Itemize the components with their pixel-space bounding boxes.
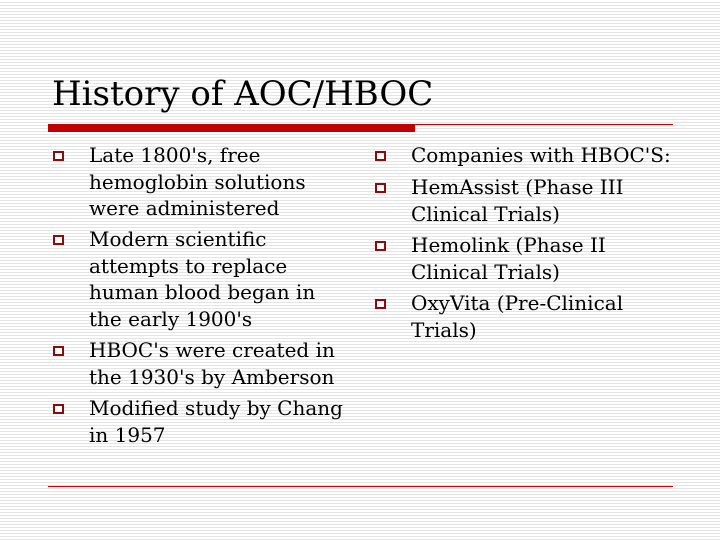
square-bullet-icon — [53, 235, 64, 245]
list-item-text: Late 1800's, free hemoglobin solutions were administered — [89, 143, 306, 220]
list-item — [89, 226, 351, 332]
list-item-text: Modified study by Chang in 1957 — [89, 396, 343, 447]
list-item-text: HemAssist (Phase III Clinical Trials) — [411, 175, 624, 226]
list-item-text: Hemolink (Phase II Clinical Trials) — [411, 233, 606, 284]
footer-rule — [48, 486, 673, 487]
slide-title: History of AOC/HBOC — [52, 74, 434, 114]
list-item — [89, 395, 351, 448]
square-bullet-icon — [53, 346, 64, 356]
list-item — [411, 232, 681, 285]
list-item — [411, 174, 681, 227]
title-underline-bar — [48, 124, 415, 132]
list-item — [411, 290, 681, 343]
square-bullet-icon — [375, 241, 386, 251]
list-item — [89, 337, 351, 390]
square-bullet-icon — [375, 299, 386, 309]
square-bullet-icon — [53, 404, 64, 414]
list-item — [89, 142, 351, 222]
square-bullet-icon — [375, 151, 386, 161]
list-item-text: Modern scientific attempts to replace human blood began in the early 1900's — [89, 227, 316, 331]
square-bullet-icon — [375, 183, 386, 193]
list-item-text: HBOC's were created in the 1930's by Amberson — [89, 338, 335, 389]
title-underline-rule — [415, 124, 673, 125]
list-item-text: OxyVita (Pre-Clinical Trials) — [411, 291, 624, 342]
list-item-text: Companies with HBOC'S: — [411, 143, 671, 167]
list-item — [411, 142, 681, 169]
square-bullet-icon — [53, 151, 64, 161]
